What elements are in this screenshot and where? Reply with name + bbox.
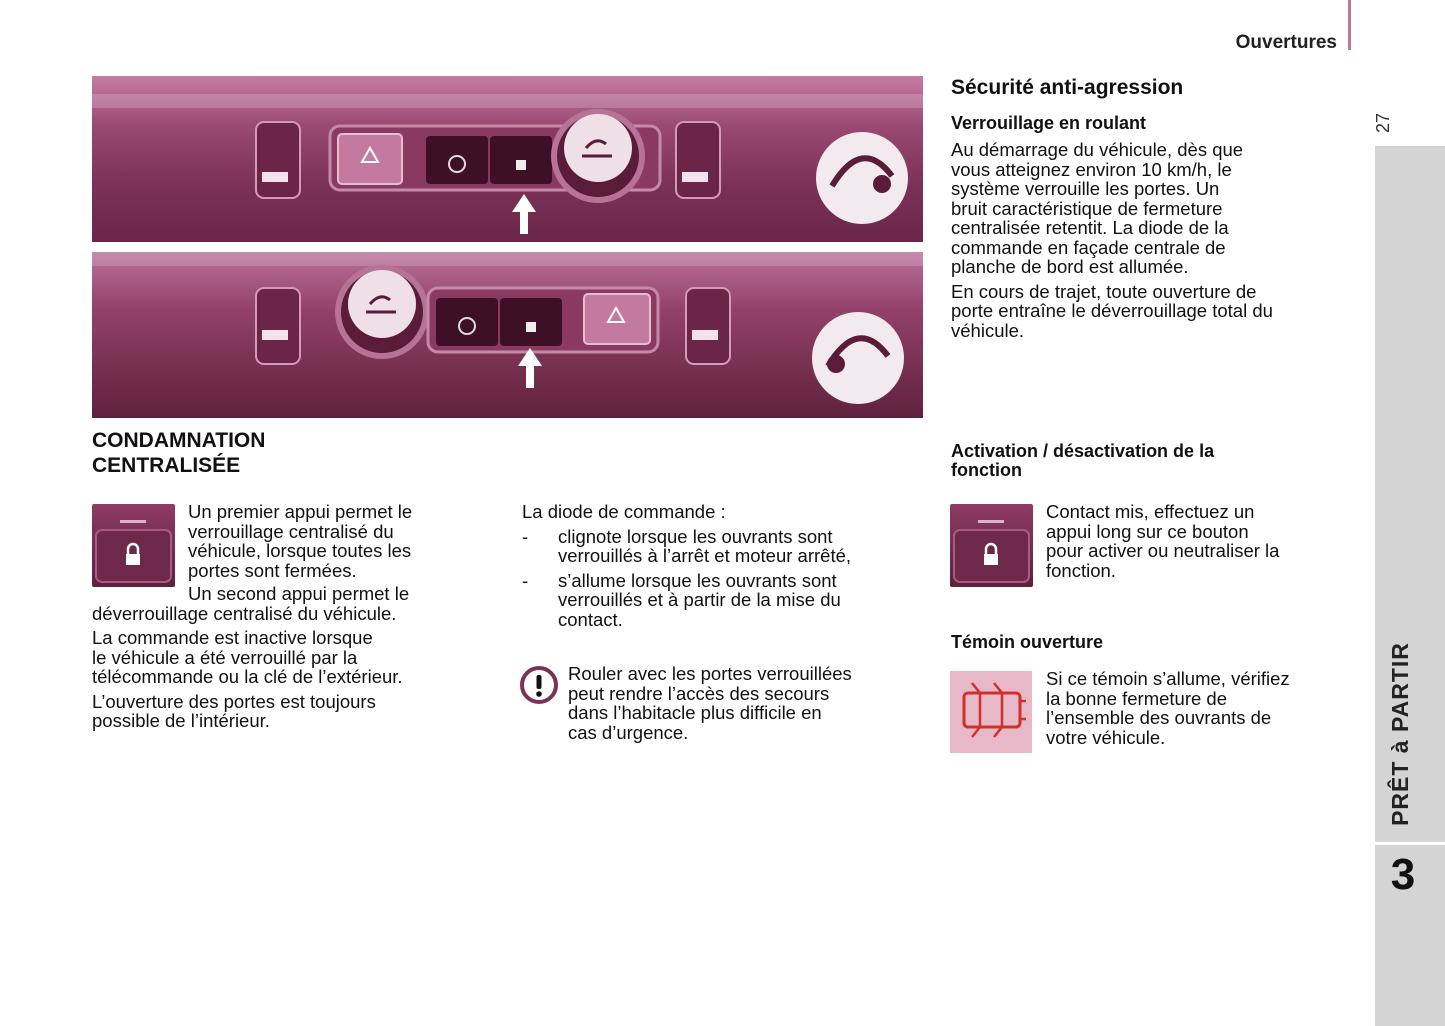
text-line: fonction. [1046, 559, 1116, 581]
text-line: Un premier appui permet le [188, 501, 413, 522]
chapter-tab-divider [1375, 842, 1445, 845]
text-line: pour activer ou neutraliser la [1046, 540, 1280, 561]
text-line: peut rendre l’accès des secours [568, 682, 830, 704]
text-line: le véhicule a été verrouillé par la [92, 646, 358, 668]
text-line: cas d’urgence. [568, 721, 689, 743]
bullet-item [522, 527, 922, 566]
text-line: bruit caractéristique de fermeture [951, 197, 1223, 219]
activation-text [1046, 502, 1279, 580]
diode-intro: La diode de commande : [522, 501, 726, 522]
text-line: véhicule. [951, 319, 1025, 341]
text-line: la bonne fermeture de [1046, 687, 1228, 709]
text-line: Contact mis, effectuez un [1046, 501, 1255, 522]
text-line: véhicule, lorsque toutes les [188, 540, 412, 561]
text-line: télécommande ou la clé de l’extérieur. [92, 666, 403, 687]
exclamation-warning-icon [520, 666, 558, 704]
bullet-item [522, 571, 922, 630]
page-number: 27 [1373, 112, 1393, 134]
text-line: planche de bord est allumée. [951, 256, 1189, 277]
text-line: s’allume lorsque les ouvrants sont [558, 569, 837, 591]
text-line: centralisée retentit. La diode de la [951, 217, 1229, 238]
lock-text [188, 502, 412, 580]
heading-line: CONDAMNATION [92, 429, 266, 452]
text-line: commande en façade centrale de [951, 236, 1226, 258]
text-line: En cours de trajet, toute ouverture de [951, 280, 1257, 302]
drive-locking-text [951, 140, 1361, 340]
bullet-dash: - [522, 525, 529, 547]
diode-section [522, 502, 922, 629]
subheading-open-warning: Témoin ouverture [951, 632, 1104, 652]
text-line: votre véhicule. [1046, 726, 1166, 748]
text-line: verrouillage centralisé du [188, 520, 394, 542]
heading-central-locking [92, 428, 265, 478]
door-open-warning-icon [950, 671, 1032, 753]
bullet-dash: - [522, 569, 529, 591]
chapter-tab-label: PRÊT à PARTIR [1387, 642, 1413, 826]
text-line: Un second appui permet le [188, 583, 410, 604]
lock-button-icon [950, 504, 1033, 587]
subheading-activation [951, 442, 1214, 480]
text-line: l’ensemble des ouvrants de [1046, 707, 1272, 728]
text-line: clignote lorsque les ouvrants sont [558, 525, 833, 547]
text-line: dans l’habitacle plus difficile en [568, 702, 822, 723]
text-line: déverrouillage centralisé du véhicule. [92, 602, 397, 624]
text-line: verrouillés à l’arrêt et moteur arrêté, [558, 545, 852, 566]
lock-button-icon [92, 504, 175, 587]
text-line: La commande est inactive lorsque [92, 627, 373, 648]
dashboard-photo-top [92, 76, 923, 242]
text-line: appui long sur ce bouton [1046, 520, 1249, 542]
text-line: Rouler avec les portes verrouillées [568, 663, 852, 684]
heading-line: fonction [951, 460, 1022, 480]
section-title: Ouvertures [1235, 32, 1337, 53]
text-line: porte entraîne le déverrouillage total du [951, 300, 1273, 321]
text-line: L’ouverture des portes est toujours [92, 690, 376, 712]
warning-text [568, 664, 852, 742]
text-line: vous atteignez environ 10 km/h, le [951, 158, 1232, 180]
text-line: possible de l’intérieur. [92, 710, 270, 731]
heading-line: CENTRALISÉE [92, 454, 241, 477]
text-line: Si ce témoin s’allume, vérifiez [1046, 668, 1290, 689]
header-rule [1348, 0, 1351, 50]
dashboard-photo-bottom [92, 252, 923, 418]
text-line: portes sont fermées. [188, 559, 357, 581]
text-line: verrouillés et à partir de la mise du [558, 589, 841, 610]
section-heading-anti-aggression: Sécurité anti-agression [951, 76, 1184, 99]
text-line: système verrouille les portes. Un [951, 178, 1220, 199]
heading-line: Activation / désactivation de la [951, 441, 1215, 461]
text-line: contact. [558, 608, 623, 630]
text-line: Au démarrage du véhicule, dès que [951, 139, 1244, 160]
open-warning-text [1046, 669, 1290, 747]
left-body [92, 584, 512, 731]
chapter-number: 3 [1390, 850, 1416, 899]
subheading-drive-locking: Verrouillage en roulant [951, 113, 1147, 133]
